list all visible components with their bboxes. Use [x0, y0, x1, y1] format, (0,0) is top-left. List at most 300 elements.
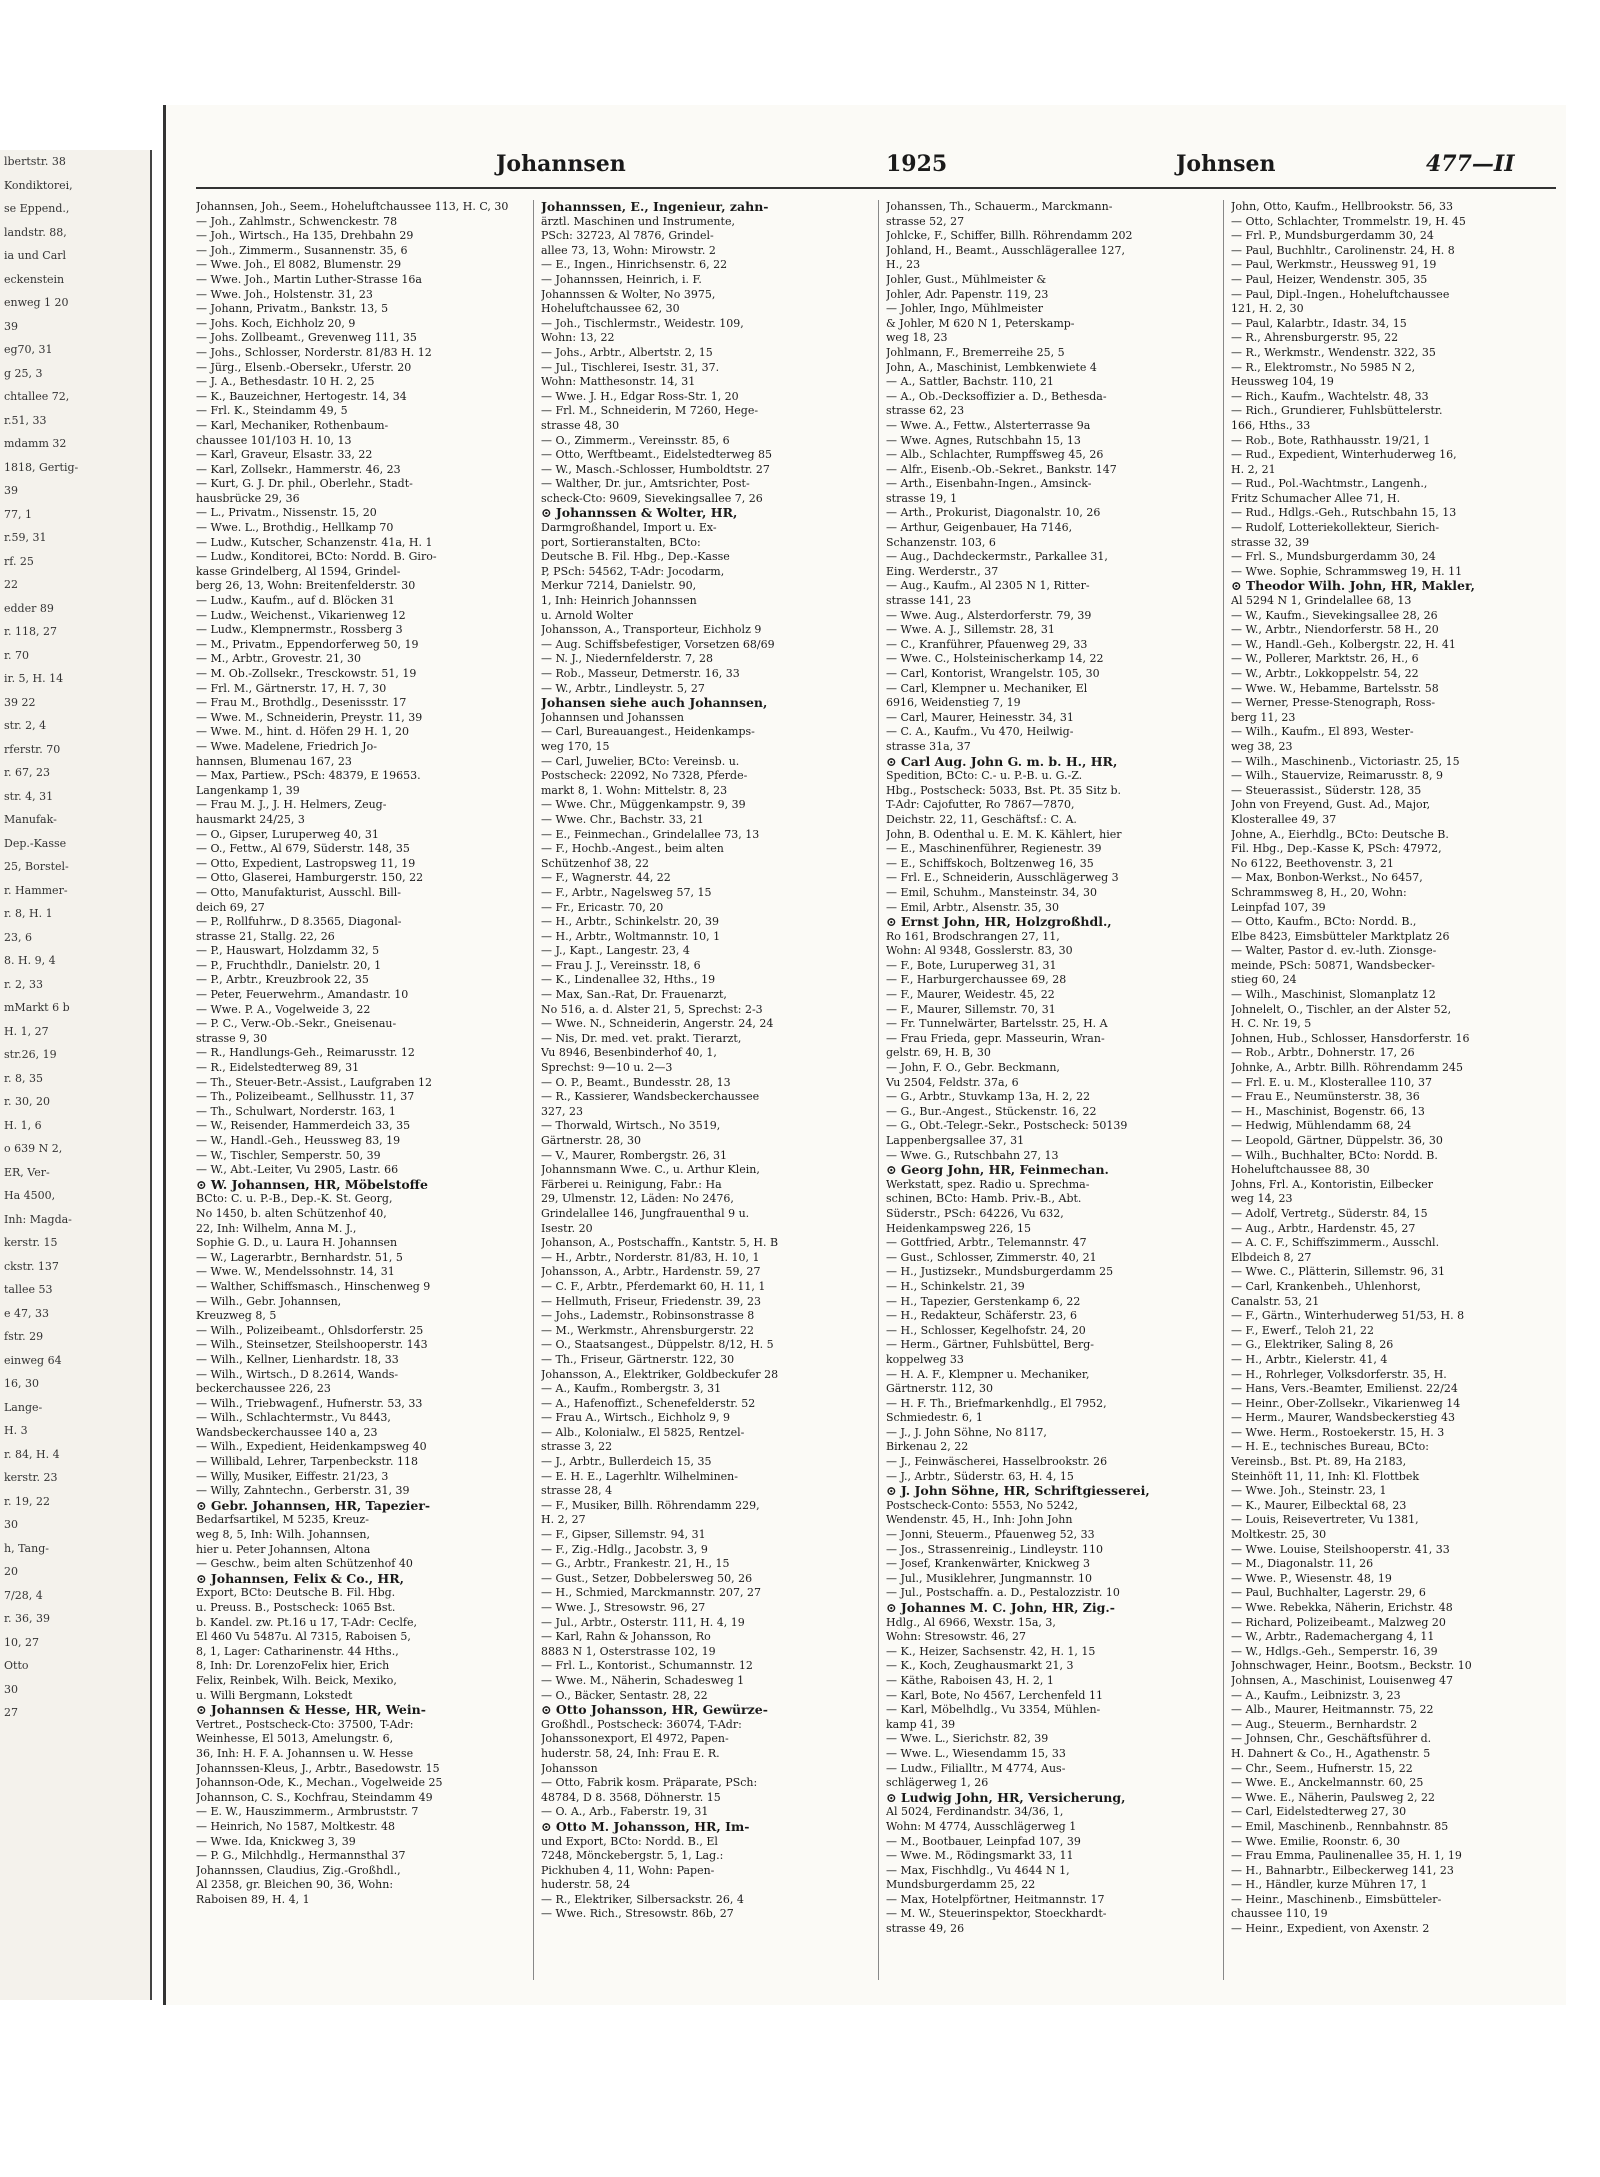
adjacent-page-text: r. 19, 22	[4, 1494, 51, 1508]
directory-entry: — Hellmuth, Friseur, Friedenstr. 39, 23	[541, 1294, 761, 1308]
directory-entry: — Wwe. Rebekka, Näherin, Erichstr. 48	[1231, 1601, 1453, 1614]
directory-entry: — O., Gipser, Luruperweg 40, 31	[196, 827, 379, 841]
directory-entry: Wohn: 13, 22	[541, 331, 615, 345]
directory-entry: — Johnsen, Chr., Geschäftsführer d.	[1231, 1732, 1432, 1746]
directory-entry: — F., Zig.-Hdlg., Jacobstr. 3, 9	[541, 1542, 708, 1556]
directory-entry: — A., Ob.-Decksoffizier a. D., Bethesda-	[886, 389, 1107, 403]
column-4	[1231, 200, 1561, 1980]
directory-entry: — Wwe. G., Rutschbahn 27, 13	[886, 1148, 1059, 1162]
directory-entry: kamp 41, 39	[886, 1717, 956, 1731]
directory-entry: ⊙ Carl Aug. John G. m. b. H., HR,	[886, 754, 1118, 769]
directory-entry: Johanson, A., Postschaffn., Kantstr. 5, H. B	[541, 1236, 779, 1250]
directory-entry: Hbg., Postscheck: 5033, Bst. Pt. 35 Sitz b.	[886, 783, 1121, 797]
directory-entry: — M., Bootbauer, Leinpfad 107, 39	[886, 1834, 1081, 1848]
directory-entry: ⊙ Otto M. Johansson, HR, Im-	[541, 1819, 750, 1834]
adjacent-page-text: ia und Carl	[4, 249, 67, 262]
directory-entry: — Ludw., Kutscher, Schanzenstr. 41a, H. 1	[196, 535, 433, 549]
directory-entry: — Richard, Polizeibeamt., Malzweg 20	[1231, 1615, 1446, 1629]
page-header	[196, 145, 1556, 185]
adjacent-page-text: kerstr. 15	[4, 1236, 58, 1249]
directory-entry: 1, Inh: Heinrich Johannssen	[541, 594, 697, 608]
directory-entry: strasse 21, Stallg. 22, 26	[196, 929, 335, 943]
directory-entry: — Willy, Musiker, Eiffestr. 21/23, 3	[196, 1469, 389, 1483]
directory-entry: — Kurt, G. J. Dr. phil., Oberlehr., Stadt-	[196, 477, 413, 491]
directory-entry: Export, BCto: Deutsche B. Fil. Hbg.	[196, 1586, 396, 1600]
directory-entry: — Wilh., Kaufm., El 893, Wester-	[1231, 725, 1414, 739]
directory-entry: — Paul, Kalarbtr., Idastr. 34, 15	[1231, 316, 1407, 330]
directory-entry: Schrammsweg 8, H., 20, Wohn:	[1231, 885, 1407, 899]
directory-entry: Fritz Schumacher Allee 71, H.	[1231, 491, 1401, 505]
directory-entry: Johler, Gust., Mühlmeister &	[886, 272, 1047, 286]
directory-entry: — J., Arbtr., Süderstr. 63, H. 4, 15	[886, 1469, 1074, 1483]
directory-entry: schinen, BCto: Hamb. Priv.-B., Abt.	[886, 1192, 1082, 1206]
directory-entry: — R., Kassierer, Wandsbeckerchaussee	[541, 1090, 760, 1104]
directory-entry: — A. C. F., Schiffszimmerm., Ausschl.	[1231, 1236, 1440, 1250]
directory-entry: — Wwe. C., Holsteinischerkamp 14, 22	[886, 652, 1104, 666]
directory-entry: — Rob., Masseur, Detmerstr. 16, 33	[541, 667, 740, 680]
directory-entry: Johannsmann Wwe. C., u. Arthur Klein,	[541, 1163, 760, 1177]
directory-entry: — W., Abt.-Leiter, Vu 2905, Lastr. 66	[196, 1163, 399, 1177]
directory-entry: — H. E., technisches Bureau, BCto:	[1231, 1440, 1429, 1454]
directory-entry: — M. W., Steuerinspektor, Stoeckhardt-	[886, 1907, 1107, 1921]
directory-entry: — Max, Hotelpförtner, Heitmannstr. 17	[886, 1892, 1105, 1906]
directory-entry: — G., Arbtr., Frankestr. 21, H., 15	[541, 1557, 730, 1571]
adjacent-page-text: 16, 30	[4, 1377, 39, 1390]
directory-entry: — O. P., Beamt., Bundesstr. 28, 13	[541, 1075, 731, 1089]
directory-entry: Großhdl., Postscheck: 36074, T-Adr:	[541, 1717, 742, 1731]
directory-entry: — W., Handl.-Geh., Heussweg 83, 19	[196, 1134, 401, 1147]
directory-entry: Werkstatt, spez. Radio u. Sprechma-	[886, 1177, 1090, 1191]
directory-entry: — F., Maurer, Sillemstr. 70, 31	[886, 1002, 1056, 1016]
directory-entry: — F., Gärtn., Winterhuderweg 51/53, H. 8	[1231, 1309, 1465, 1323]
adjacent-page-text: r. 70	[4, 648, 30, 662]
directory-entry: — Wilh., Maschinenb., Victoriastr. 25, 15	[1231, 754, 1460, 768]
directory-entry: — Hans, Vers.-Beamter, Emilienst. 22/24	[1231, 1382, 1458, 1396]
directory-entry: Johland, H., Beamt., Ausschlägerallee 127,	[886, 243, 1125, 257]
directory-entry: — R., Elektromstr., No 5985 N 2,	[1231, 360, 1416, 374]
directory-entry: — Walther, Dr. jur., Amtsrichter, Post-	[541, 477, 750, 491]
directory-entry: Johns, Frl. A., Kontoristin, Eilbecker	[1231, 1177, 1433, 1191]
directory-entry: — H. F. Th., Briefmarkenhdlg., El 7952,	[886, 1396, 1107, 1410]
directory-entry: Steinhöft 11, 11, Inh: Kl. Flottbek	[1231, 1469, 1420, 1483]
directory-entry: — Karl, Zollsekr., Hammerstr. 46, 23	[196, 462, 401, 476]
directory-entry: — Jul., Tischlerei, Isestr. 31, 37.	[541, 360, 720, 374]
directory-entry: — K., Bauzeichner, Hertogestr. 14, 34	[196, 389, 407, 403]
adjacent-page-fragment	[0, 150, 152, 2000]
directory-entry: 6916, Weidenstieg 7, 19	[886, 696, 1021, 710]
directory-entry: — E. W., Hauszimmerm., Armbruststr. 7	[196, 1805, 419, 1819]
directory-entry: Spedition, BCto: C.- u. P.-B. u. G.-Z.	[886, 769, 1083, 783]
directory-entry: weg 38, 23	[1231, 739, 1293, 753]
directory-entry: stieg 60, 24	[1231, 973, 1297, 987]
directory-entry: No 6122, Beethovenstr. 3, 21	[1231, 856, 1394, 870]
adjacent-page-text: eg70, 31	[4, 343, 53, 356]
adjacent-page-text: 30	[4, 1518, 18, 1531]
directory-entry: Heussweg 104, 19	[1231, 375, 1334, 389]
directory-entry: weg 170, 15	[541, 739, 610, 753]
directory-entry: ärztl. Maschinen und Instrumente,	[541, 214, 735, 228]
directory-entry: — Wilh., Buchhalter, BCto: Nordd. B.	[1231, 1148, 1438, 1162]
directory-entry: — Ludw., Weichenst., Vikarienweg 12	[196, 608, 406, 622]
directory-entry: Elbdeich 8, 27	[1231, 1250, 1312, 1264]
adjacent-page-text: r. 2, 33	[4, 977, 44, 991]
directory-entry: — Wwe. M., hint. d. Höfen 29 H. 1, 20	[196, 725, 410, 739]
directory-entry: H., 23	[886, 258, 921, 272]
directory-entry: — C. F., Arbtr., Pferdemarkt 60, H. 11, 1	[541, 1279, 766, 1293]
directory-entry: — Wwe. J., Stresowstr. 96, 27	[541, 1601, 706, 1614]
directory-entry: — L., Privatm., Nissenstr. 15, 20	[196, 506, 377, 520]
directory-entry: — Max, Partiew., PSch: 48379, E 19653.	[196, 769, 421, 783]
directory-entry: Ro 161, Brodschrangen 27, 11,	[886, 929, 1060, 943]
directory-entry: 8, Inh: Dr. LorenzoFelix hier, Erich	[196, 1659, 390, 1673]
directory-entry: Hdlg., Al 6966, Wexstr. 15a, 3,	[886, 1615, 1056, 1629]
column-1	[196, 200, 526, 1980]
directory-entry: Johannson-Ode, K., Mechan., Vogelweide 25	[196, 1776, 443, 1790]
directory-entry: & Johler, M 620 N 1, Peterskamp-	[886, 316, 1075, 330]
directory-entry: — E., Feinmechan., Grindelallee 73, 13	[541, 827, 760, 841]
directory-entry: Langenkamp 1, 39	[196, 783, 300, 797]
directory-entry: — Wwe. Joh., Steinstr. 23, 1	[1231, 1484, 1387, 1498]
directory-entry: strasse 28, 4	[541, 1484, 613, 1498]
directory-entry: — P., Rollfuhrw., D 8.3565, Diagonal-	[196, 915, 402, 929]
directory-entry: Mundsburgerdamm 25, 22	[886, 1878, 1036, 1892]
directory-entry: Fil. Hbg., Dep.-Kasse K, PSch: 47972,	[1231, 842, 1442, 856]
directory-entry: Moltkestr. 25, 30	[1231, 1528, 1327, 1542]
adjacent-page-text: r. 36, 39	[4, 1612, 51, 1625]
adjacent-page-text: r.59, 31	[4, 531, 47, 544]
directory-entry: — Max, Fischhdlg., Vu 4644 N 1,	[886, 1863, 1070, 1877]
adjacent-page-text: se Eppend.,	[4, 202, 70, 215]
directory-entry: Johannsen und Johanssen	[541, 710, 684, 724]
directory-entry: berg 26, 13, Wohn: Breitenfelderstr. 30	[196, 579, 416, 593]
directory-entry: — Gottfried, Arbtr., Telemannstr. 47	[886, 1236, 1087, 1250]
directory-entry: — Paul, Buchhltr., Carolinenstr. 24, H. 8	[1231, 243, 1455, 257]
directory-entry: — Rud., Pol.-Wachtmstr., Langenh.,	[1231, 477, 1428, 491]
directory-entry: Johansson, A., Elektriker, Goldbeckufer 28	[541, 1367, 779, 1381]
directory-entry: Eing. Werderstr., 37	[886, 564, 999, 578]
directory-entry: Pickhuben 4, 11, Wohn: Papen-	[541, 1863, 715, 1877]
directory-entry: — W., Kaufm., Sievekingsallee 28, 26	[1231, 608, 1438, 622]
directory-entry: H. 2, 21	[1231, 462, 1276, 476]
column-2	[541, 200, 871, 1980]
directory-entry: — Gust., Schlosser, Zimmerstr. 40, 21	[886, 1250, 1097, 1264]
directory-entry: — Frl. E. u. M., Klosterallee 110, 37	[1231, 1075, 1433, 1089]
directory-entry: — Otto, Glaserei, Hamburgerstr. 150, 22	[196, 871, 424, 885]
directory-entry: — H., Arbtr., Schinkelstr. 20, 39	[541, 915, 719, 929]
directory-entry: — P. G., Milchhdlg., Hermannsthal 37	[196, 1849, 406, 1863]
directory-entry: Hoheluftchaussee 88, 30	[1231, 1163, 1370, 1177]
directory-entry: — M., Arbtr., Grovestr. 21, 30	[196, 652, 361, 666]
directory-entry: — Joh., Zahlmstr., Schwenckestr. 78	[196, 214, 398, 228]
adjacent-page-text: lbertstr. 38	[4, 155, 66, 168]
directory-entry: Johanssen, Th., Schauerm., Marckmann-	[886, 200, 1113, 213]
directory-entry: — Frau E., Neumünsterstr. 38, 36	[1231, 1090, 1420, 1104]
directory-entry: — Jul., Arbtr., Osterstr. 111, H. 4, 19	[541, 1615, 745, 1629]
directory-entry: — Jonni, Steuerm., Pfauenweg 52, 33	[886, 1528, 1095, 1542]
directory-entry: — Frau Emma, Paulinenallee 35, H. 1, 19	[1231, 1849, 1462, 1863]
directory-entry: John, Otto, Kaufm., Hellbrookstr. 56, 33	[1231, 200, 1453, 213]
directory-entry: — Johannssen, Heinrich, i. F.	[541, 272, 702, 286]
directory-entry: — Joh., Tischlermstr., Weidestr. 109,	[541, 316, 744, 330]
directory-entry: — W., Arbtr., Lokkoppelstr. 54, 22	[1231, 667, 1419, 680]
directory-entry: — H., Schinkelstr. 21, 39	[886, 1279, 1025, 1293]
directory-entry: BCto: C. u. P.-B., Dep.-K. St. Georg,	[196, 1192, 393, 1206]
directory-entry: — Wwe. N., Schneiderin, Angerstr. 24, 24	[541, 1017, 774, 1031]
directory-entry: — H., Tapezier, Gerstenkamp 6, 22	[886, 1294, 1081, 1308]
directory-entry: — Johs., Lademstr., Robinsonstrasse 8	[541, 1309, 755, 1323]
directory-entry: — Adolf, Vertretg., Süderstr. 84, 15	[1231, 1206, 1428, 1220]
directory-entry: Sophie G. D., u. Laura H. Johannsen	[196, 1236, 398, 1250]
directory-entry: — W., Arbtr., Lindleystr. 5, 27	[541, 681, 705, 695]
directory-entry: — Werner, Presse-Stenograph, Ross-	[1231, 696, 1436, 710]
directory-entry: — Frau M., Brothdlg., Desenissstr. 17	[196, 696, 407, 710]
directory-entry: strasse 32, 39	[1231, 535, 1310, 549]
directory-entry: Darmgroßhandel, Import u. Ex-	[541, 521, 717, 535]
directory-entry: Schützenhof 38, 22	[541, 856, 649, 870]
directory-entry: — Carl, Kontorist, Wrangelstr. 105, 30	[886, 667, 1100, 680]
directory-entry: — M., Werkmstr., Ahrensburgerstr. 22	[541, 1323, 754, 1337]
directory-entry: Johnke, A., Arbtr. Billh. Röhrendamm 245	[1231, 1061, 1464, 1075]
directory-entry: — Jürg., Elsenb.-Obersekr., Uferstr. 20	[196, 360, 412, 374]
directory-entry: hausbrücke 29, 36	[196, 491, 300, 505]
directory-entry: — A., Kaufm., Leibnizstr. 3, 23	[1231, 1688, 1401, 1702]
directory-entry: scheck-Cto: 9609, Sievekingsallee 7, 26	[541, 491, 763, 505]
directory-entry: Johannssen-Kleus, J., Arbtr., Basedowstr. 15	[196, 1761, 440, 1775]
header-year: 1925	[886, 151, 948, 177]
adjacent-page-text: rf. 25	[4, 554, 34, 568]
directory-entry: — W., Pollerer, Marktstr. 26, H., 6	[1231, 652, 1419, 666]
directory-entry: — Max, Bonbon-Werkst., No 6457,	[1231, 871, 1423, 885]
directory-entry: chaussee 101/103 H. 10, 13	[196, 433, 352, 447]
directory-entry: — H., Maschinist, Bogenstr. 66, 13	[1231, 1104, 1425, 1118]
directory-entry: ⊙ Georg John, HR, Feinmechan.	[886, 1163, 1109, 1178]
directory-entry: — Wwe. Chr., Müggenkampstr. 9, 39	[541, 798, 746, 812]
directory-entry: ⊙ Otto Johansson, HR, Gewürze-	[541, 1703, 768, 1718]
directory-entry: ⊙ Theodor Wilh. John, HR, Makler,	[1231, 579, 1475, 594]
directory-entry: — Carl, Klempner u. Mechaniker, El	[886, 681, 1088, 695]
directory-entry: Färberei u. Reinigung, Fabr.: Ha	[541, 1177, 722, 1191]
directory-entry: 48784, D 8. 3568, Döhnerstr. 15	[541, 1790, 721, 1804]
directory-entry: — W., Hdlgs.-Geh., Semperstr. 16, 39	[1231, 1644, 1438, 1658]
directory-entry: — H., Bahnarbtr., Eilbeckerweg 141, 23	[1231, 1863, 1454, 1877]
directory-entry: — Wwe. C., Plätterin, Sillemstr. 96, 31	[1231, 1265, 1446, 1279]
directory-entry: weg 14, 23	[1231, 1192, 1293, 1206]
adjacent-page-text: Otto	[4, 1659, 29, 1672]
directory-entry: Johlcke, F., Schiffer, Billh. Röhrendamm 202	[886, 229, 1133, 243]
directory-entry: ⊙ W. Johannsen, HR, Möbelstoffe	[196, 1177, 428, 1192]
directory-entry: Wohn: Al 9348, Gosslerstr. 83, 30	[886, 944, 1073, 958]
directory-entry: — Otto, Schlachter, Trommelstr. 19, H. 45	[1231, 214, 1466, 228]
directory-entry: Wohn: Matthesonstr. 14, 31	[541, 375, 696, 389]
directory-entry: — N. J., Niedernfelderstr. 7, 28	[541, 652, 714, 666]
directory-entry: — R., Eidelstedterweg 89, 31	[196, 1061, 360, 1075]
directory-entry: — Jul., Musiklehrer, Jungmannstr. 10	[886, 1571, 1092, 1585]
directory-entry: — Frl. E., Schneiderin, Ausschlägerweg 3	[886, 871, 1119, 885]
directory-entry: — Joh., Wirtsch., Ha 135, Drehbahn 29	[196, 229, 414, 243]
directory-entry: — Heinr., Maschinenb., Eimsbütteler-	[1231, 1892, 1442, 1906]
directory-entry: — H., Redakteur, Schäferstr. 23, 6	[886, 1309, 1077, 1323]
directory-entry: — K., Maurer, Eilbecktal 68, 23	[1231, 1498, 1407, 1512]
directory-entry: ⊙ Ernst John, HR, Holzgroßhdl.,	[886, 915, 1112, 930]
directory-entry: — Otto, Werftbeamt., Eidelstedterweg 85	[541, 448, 772, 462]
directory-entry: — Herm., Maurer, Wandsbeckerstieg 43	[1231, 1411, 1455, 1425]
directory-entry: 121, H. 2, 30	[1231, 302, 1304, 316]
directory-entry: strasse 31a, 37	[886, 739, 971, 753]
directory-entry: — Otto, Fabrik kosm. Präparate, PSch:	[541, 1776, 758, 1790]
directory-entry: — Otto, Kaufm., BCto: Nordd. B.,	[1231, 915, 1417, 929]
directory-entry: Klosterallee 49, 37	[1231, 812, 1337, 826]
directory-entry: Canalstr. 53, 21	[1231, 1294, 1320, 1308]
directory-entry: port, Sortieranstalten, BCto:	[541, 535, 701, 549]
directory-entry: — F., Harburgerchaussee 69, 28	[886, 973, 1067, 987]
directory-entry: Wohn: M 4774, Ausschlägerweg 1	[886, 1819, 1077, 1833]
directory-entry: — W., Arbtr., Niendorferstr. 58 H., 20	[1231, 623, 1439, 637]
directory-entry: — Walther, Schiffsmasch., Hinschenweg 9	[196, 1279, 431, 1293]
directory-entry: — O. A., Arb., Faberstr. 19, 31	[541, 1805, 709, 1819]
directory-entry: — Wwe. E., Anckelmannstr. 60, 25	[1231, 1776, 1424, 1790]
page-number: 477—II	[1426, 151, 1515, 177]
directory-entry: — Wwe. W., Hebamme, Bartelsstr. 58	[1231, 681, 1439, 695]
adjacent-page-text: e 47, 33	[4, 1306, 49, 1320]
directory-entry: — Walter, Pastor d. ev.-luth. Zionsge-	[1231, 944, 1437, 958]
adjacent-page-text: rferstr. 70	[4, 742, 61, 756]
directory-entry: — Wwe. E., Näherin, Paulsweg 2, 22	[1231, 1790, 1436, 1804]
directory-entry: u. Arnold Wolter	[541, 608, 633, 622]
directory-entry: — Johs., Arbtr., Albertstr. 2, 15	[541, 345, 713, 359]
directory-entry: — Paul, Buchhalter, Lagerstr. 29, 6	[1231, 1586, 1426, 1600]
directory-entry: — Aug., Dachdeckermstr., Parkallee 31,	[886, 550, 1108, 564]
directory-entry: — F., Maurer, Weidestr. 45, 22	[886, 988, 1055, 1002]
directory-entry: Deichstr. 22, 11, Geschäftsf.: C. A.	[886, 812, 1077, 826]
directory-entry: — F., Arbtr., Nagelsweg 57, 15	[541, 885, 712, 899]
directory-entry: — Heinrich, No 1587, Moltkestr. 48	[196, 1819, 396, 1833]
adjacent-page-text: eckenstein	[4, 272, 65, 286]
adjacent-page-text: 10, 27	[4, 1635, 39, 1649]
directory-entry: — O., Bäcker, Sentastr. 28, 22	[541, 1688, 708, 1702]
adjacent-page-text: r. Hammer-	[4, 883, 68, 897]
directory-entry: hannsen, Blumenau 167, 23	[196, 754, 352, 768]
directory-entry: — Frl. K., Steindamm 49, 5	[196, 404, 348, 418]
directory-entry: — Wwe. A., Fettw., Alsterterrasse 9a	[886, 418, 1091, 432]
directory-entry: kasse Grindelberg, Al 1594, Grindel-	[196, 564, 401, 578]
directory-entry: — W., Handl.-Geh., Kolbergstr. 22, H. 41	[1231, 637, 1456, 651]
directory-entry: — J. A., Bethesdastr. 10 H. 2, 25	[196, 375, 375, 389]
directory-entry: — Otto, Expedient, Lastropsweg 11, 19	[196, 856, 416, 870]
directory-entry: — Wwe. A. J., Sillemstr. 28, 31	[886, 623, 1055, 637]
header-left-keyword: Johannsen	[496, 151, 626, 177]
entry-columns	[196, 200, 1561, 1980]
directory-entry: — Wwe. Chr., Bachstr. 33, 21	[541, 812, 704, 826]
directory-entry: — Alb., Schlachter, Rumpffsweg 45, 26	[886, 448, 1104, 462]
directory-entry: — F., Musiker, Billh. Röhrendamm 229,	[541, 1498, 760, 1512]
directory-entry: ⊙ Gebr. Johannsen, HR, Tapezier-	[196, 1498, 431, 1513]
directory-entry: — W., Lagerarbtr., Bernhardstr. 51, 5	[196, 1250, 403, 1264]
directory-entry: — Rob., Arbtr., Dohnerstr. 17, 26	[1231, 1046, 1415, 1060]
directory-entry: — Josef, Krankenwärter, Knickweg 3	[886, 1557, 1091, 1571]
directory-entry: — Ludw., Konditorei, BCto: Nordd. B. Giro-	[196, 550, 437, 564]
directory-entry: — Johs. Koch, Eichholz 20, 9	[196, 316, 356, 330]
directory-entry: — Willy, Zahntechn., Gerberstr. 31, 39	[196, 1484, 410, 1498]
directory-entry: Lappenbergsallee 37, 31	[886, 1134, 1025, 1147]
directory-entry: Leinpfad 107, 39	[1231, 900, 1326, 914]
directory-entry: Johnschwager, Heinr., Bootsm., Beckstr. 10	[1231, 1659, 1472, 1673]
directory-entry: — W., Tischler, Semperstr. 50, 39	[196, 1148, 381, 1162]
directory-entry: huderstr. 58, 24, Inh: Frau E. R.	[541, 1746, 720, 1760]
directory-entry: — Ludw., Klempnermstr., Rossberg 3	[196, 623, 403, 637]
adjacent-page-text: H. 1, 6	[4, 1118, 42, 1132]
adjacent-page-text: mMarkt 6 b	[4, 1001, 70, 1014]
directory-entry: — John, F. O., Gebr. Beckmann,	[886, 1061, 1060, 1075]
directory-entry: — Alfr., Eisenb.-Ob.-Sekret., Bankstr. 147	[886, 462, 1117, 476]
directory-entry: Grindelallee 146, Jungfrauenthal 9 u.	[541, 1206, 750, 1220]
directory-entry: — Carl, Krankenbeh., Uhlenhorst,	[1231, 1279, 1421, 1293]
adjacent-page-text: 7/28, 4	[4, 1588, 43, 1602]
directory-entry: huderstr. 58, 24	[541, 1878, 631, 1892]
directory-entry: Raboisen 89, H. 4, 1	[196, 1892, 310, 1906]
directory-entry: — Wilh., Stauervize, Reimarusstr. 8, 9	[1231, 769, 1444, 783]
directory-entry: beckerchaussee 226, 23	[196, 1382, 331, 1396]
directory-entry: — E. H. E., Lagerhltr. Wilhelminen-	[541, 1469, 738, 1483]
directory-entry: chaussee 110, 19	[1231, 1907, 1328, 1921]
directory-entry: El 460 Vu 5487u. Al 7315, Raboisen 5,	[196, 1630, 411, 1644]
adjacent-page-text: edder 89	[4, 601, 54, 615]
directory-entry: H. Dahnert & Co., H., Agathenstr. 5	[1231, 1746, 1431, 1760]
directory-entry: — W., Reisender, Hammerdeich 33, 35	[196, 1119, 411, 1133]
directory-entry: — O., Fettw., Al 679, Süderstr. 148, 35	[196, 842, 410, 856]
directory-entry: Gärtnerstr. 112, 30	[886, 1382, 993, 1396]
directory-entry: — Karl, Graveur, Elsastr. 33, 22	[196, 448, 373, 462]
directory-entry: — F., Bote, Luruperweg 31, 31	[886, 958, 1057, 972]
directory-entry: Weinhesse, El 5013, Amelungstr. 6,	[196, 1732, 394, 1746]
directory-entry: — Peter, Feuerwehrm., Amandastr. 10	[196, 988, 409, 1002]
directory-entry: — R., Elektriker, Silbersackstr. 26, 4	[541, 1892, 744, 1906]
adjacent-page-text: str. 2, 4	[4, 719, 47, 732]
directory-entry: schlägerweg 1, 26	[886, 1776, 989, 1790]
directory-entry: — Wwe. Aug., Alsterdorferstr. 79, 39	[886, 608, 1092, 622]
directory-entry: — Wwe. Rich., Stresowstr. 86b, 27	[541, 1907, 734, 1921]
adjacent-page-text: ckstr. 137	[4, 1259, 59, 1273]
directory-entry: Vereinsb., Bst. Pt. 89, Ha 2183,	[1231, 1455, 1407, 1469]
adjacent-page-text: 27	[4, 1706, 18, 1719]
directory-entry: — Aug., Steuerm., Bernhardstr. 2	[1231, 1717, 1418, 1731]
directory-entry: — Rud., Hdlgs.-Geh., Rutschbahn 15, 13	[1231, 506, 1457, 520]
directory-entry: H. 2, 27	[541, 1513, 586, 1527]
directory-entry: — Wwe. Madelene, Friedrich Jo-	[196, 739, 377, 753]
directory-entry: 7248, Mönckebergstr. 5, 1, Lag.:	[541, 1849, 724, 1863]
directory-entry: strasse 62, 23	[886, 404, 965, 418]
directory-entry: — Leopold, Gärtner, Düppelstr. 36, 30	[1231, 1134, 1443, 1147]
directory-entry: Schmiedestr. 6, 1	[886, 1411, 983, 1425]
directory-entry: — Frau M. J., J. H. Helmers, Zeug-	[196, 798, 387, 812]
adjacent-page-text: tallee 53	[4, 1283, 53, 1296]
directory-entry: — Nis, Dr. med. vet. prakt. Tierarzt,	[541, 1031, 742, 1045]
directory-entry: ⊙ Johannes M. C. John, HR, Zig.-	[886, 1601, 1115, 1615]
directory-entry: — Joh., Zimmerm., Susannenstr. 35, 6	[196, 243, 408, 257]
directory-entry: — Wilh., Schlachtermstr., Vu 8443,	[196, 1411, 391, 1425]
directory-entry: markt 8, 1. Wohn: Mittelstr. 8, 23	[541, 783, 728, 797]
directory-entry: H. C. Nr. 19, 5	[1231, 1017, 1312, 1031]
directory-entry: Al 5024, Ferdinandstr. 34/36, 1,	[886, 1805, 1064, 1819]
directory-entry: ⊙ Johannsen & Hesse, HR, Wein-	[196, 1703, 426, 1718]
directory-entry: — Th., Steuer-Betr.-Assist., Laufgraben 12	[196, 1075, 433, 1089]
adjacent-page-text: 39	[4, 319, 18, 333]
directory-entry: — Wilh., Kellner, Lienhardstr. 18, 33	[196, 1352, 399, 1366]
directory-entry: — Ludw., Filialltr., M 4774, Aus-	[886, 1761, 1066, 1775]
directory-entry: strasse 9, 30	[196, 1031, 268, 1045]
directory-entry: — Frl. S., Mundsburgerdamm 30, 24	[1231, 550, 1436, 564]
directory-entry: — Fr. Tunnelwärter, Bartelsstr. 25, H. A	[886, 1017, 1108, 1031]
directory-entry: — Frl. L., Kontorist., Schumannstr. 12	[541, 1659, 753, 1673]
